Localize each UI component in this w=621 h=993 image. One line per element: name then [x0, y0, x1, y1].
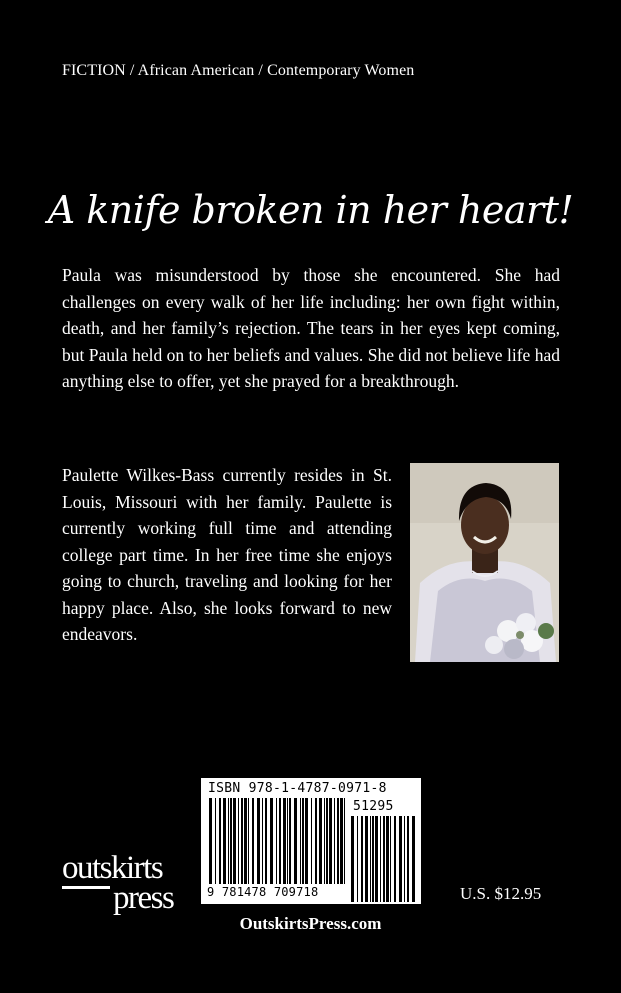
barcode-bar: [244, 798, 247, 884]
barcode-bar: [383, 816, 385, 902]
barcode-bar: [230, 798, 232, 884]
author-bio: Paulette Wilkes-Bass currently resides in St. Louis, Missouri with her family. Paulette is currently working full time and attending college part time. In her free time she enjoys going to church, traveling and looking for her happy place. Also, she looks forward to new endeavors.: [62, 465, 392, 644]
barcode-bar: [329, 798, 332, 884]
barcode-bar: [370, 816, 371, 902]
barcode-bar: [257, 798, 260, 884]
barcode-bar: [337, 798, 339, 884]
barcode-bar: [357, 816, 358, 902]
logo-rule: [62, 886, 110, 889]
barcode-bar: [390, 816, 391, 902]
barcode-bar: [279, 798, 281, 884]
author-photo: [410, 463, 559, 662]
barcode-bar: [289, 798, 291, 884]
barcode-bar: [270, 798, 273, 884]
barcode-bar: [287, 798, 288, 884]
barcode-bar: [302, 798, 304, 884]
isbn-barcode: [201, 778, 421, 904]
barcode-bar: [351, 816, 354, 902]
barcode-bar: [372, 816, 374, 902]
barcode-bar: [399, 816, 402, 902]
publisher-website: OutskirtsPress.com: [239, 914, 382, 933]
isbn-digits: 9 781478 709718: [207, 885, 319, 899]
barcode-bar: [394, 816, 396, 902]
barcode-bar: [233, 798, 236, 884]
barcode-bar: [412, 816, 415, 902]
barcode-bar: [386, 816, 389, 902]
category-line: FICTION / African American / Contemporary Women: [62, 62, 415, 79]
barcode-bar: [324, 798, 325, 884]
price: U.S. $12.95: [460, 884, 542, 903]
barcode-bar: [209, 798, 212, 884]
barcode-bar: [283, 798, 286, 884]
logo-word-outskirts: outskirts: [62, 850, 163, 886]
barcode-bar: [380, 816, 381, 902]
isbn-label: ISBN 978-1-4787-0971-8: [208, 781, 387, 796]
barcode-bar: [252, 798, 254, 884]
barcode-bar: [300, 798, 301, 884]
author-portrait-illustration: [410, 463, 559, 662]
barcode-bar: [407, 816, 409, 902]
barcode-bar: [315, 798, 317, 884]
barcode-bar: [215, 798, 216, 884]
barcode-bar: [241, 798, 243, 884]
logo-word-press: press: [113, 880, 174, 916]
barcode-bar: [334, 798, 335, 884]
barcode-bar: [228, 798, 229, 884]
barcode-bar: [404, 816, 405, 902]
barcode-bar: [326, 798, 328, 884]
barcode-bar: [344, 798, 345, 884]
barcode-bar: [319, 798, 322, 884]
barcode-bar: [375, 816, 378, 902]
tagline: A knife broken in her heart!: [47, 188, 574, 232]
barcode-bar: [223, 798, 226, 884]
barcode-bar: [305, 798, 308, 884]
barcode-bar: [219, 798, 221, 884]
book-blurb: Paula was misunderstood by those she encountered. She had challenges on every walk of her life including: her own fight within, death, and her family’s rejection. The tears in her eyes kept coming, but Paula held on to her beliefs and values. She did not believe life had anything else to offer, yet she prayed for a breakthrough.: [62, 265, 560, 391]
price-code: 51295: [353, 799, 394, 814]
barcode-bar: [276, 798, 277, 884]
barcode-bar: [365, 816, 368, 902]
barcode-bar: [311, 798, 312, 884]
barcode-bar: [265, 798, 267, 884]
barcode-bar: [361, 816, 363, 902]
barcode-bar: [340, 798, 343, 884]
publisher-logo: [62, 852, 202, 916]
barcode-bar: [262, 798, 263, 884]
barcode-bar: [294, 798, 297, 884]
barcode-bar: [238, 798, 239, 884]
barcode-bar: [248, 798, 249, 884]
